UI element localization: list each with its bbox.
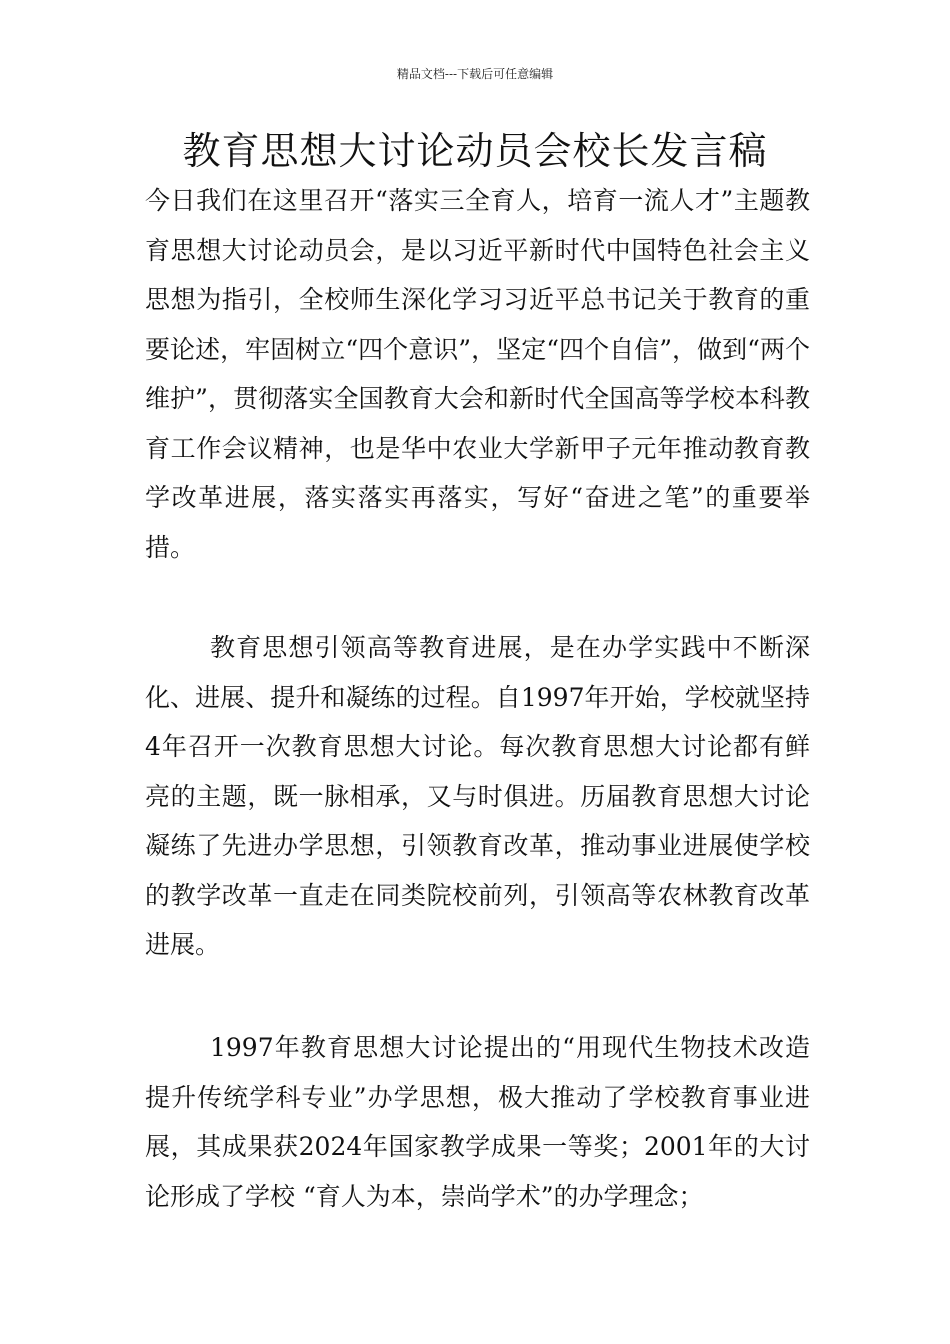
document-title: 教育思想大讨论动员会校长发言稿 <box>182 129 768 173</box>
page-header-note: 精品文档---下载后可任意编辑 <box>396 67 554 81</box>
paragraph-1: 今日我们在这里召开“落实三全育人，培育一流人才”主题教育思想大讨论动员会，是以习近平新时代中国特色社会主义思想为指引，全校师生深化学习习近平总书记关于教育的重要论述，牢固树立“四个意识”，坚定“四个自信”，做到“两个维护”，贯彻落实全国教育大会和新时代全国高等学校本科教育工作会议精神，也是华中农业大学新甲子元年推动教育教学改革进展，落实落实再落实，写好“奋进之笔”的重要举措。 <box>145 186 810 562</box>
paragraph-3: 1997年教育思想大讨论提出的“用现代生物技术改造提升传统学科专业”办学思想，极大推动了学校教育事业进展，其成果获2024年国家教学成果一等奖；2001年的大讨论形成了学校 “育人为本，崇尚学术”的办学理念； <box>145 1033 810 1211</box>
paragraph-2: 教育思想引领高等教育进展，是在办学实践中不断深化、进展、提升和凝练的过程。自1997年开始，学校就坚持4年召开一次教育思想大讨论。每次教育思想大讨论都有鲜亮的主题，既一脉相承，又与时俱进。历届教育思想大讨论凝练了先进办学思想，引领教育改革，推动事业进展使学校的教学改革一直走在同类院校前列，引领高等农林教育改革进展。 <box>145 633 810 959</box>
